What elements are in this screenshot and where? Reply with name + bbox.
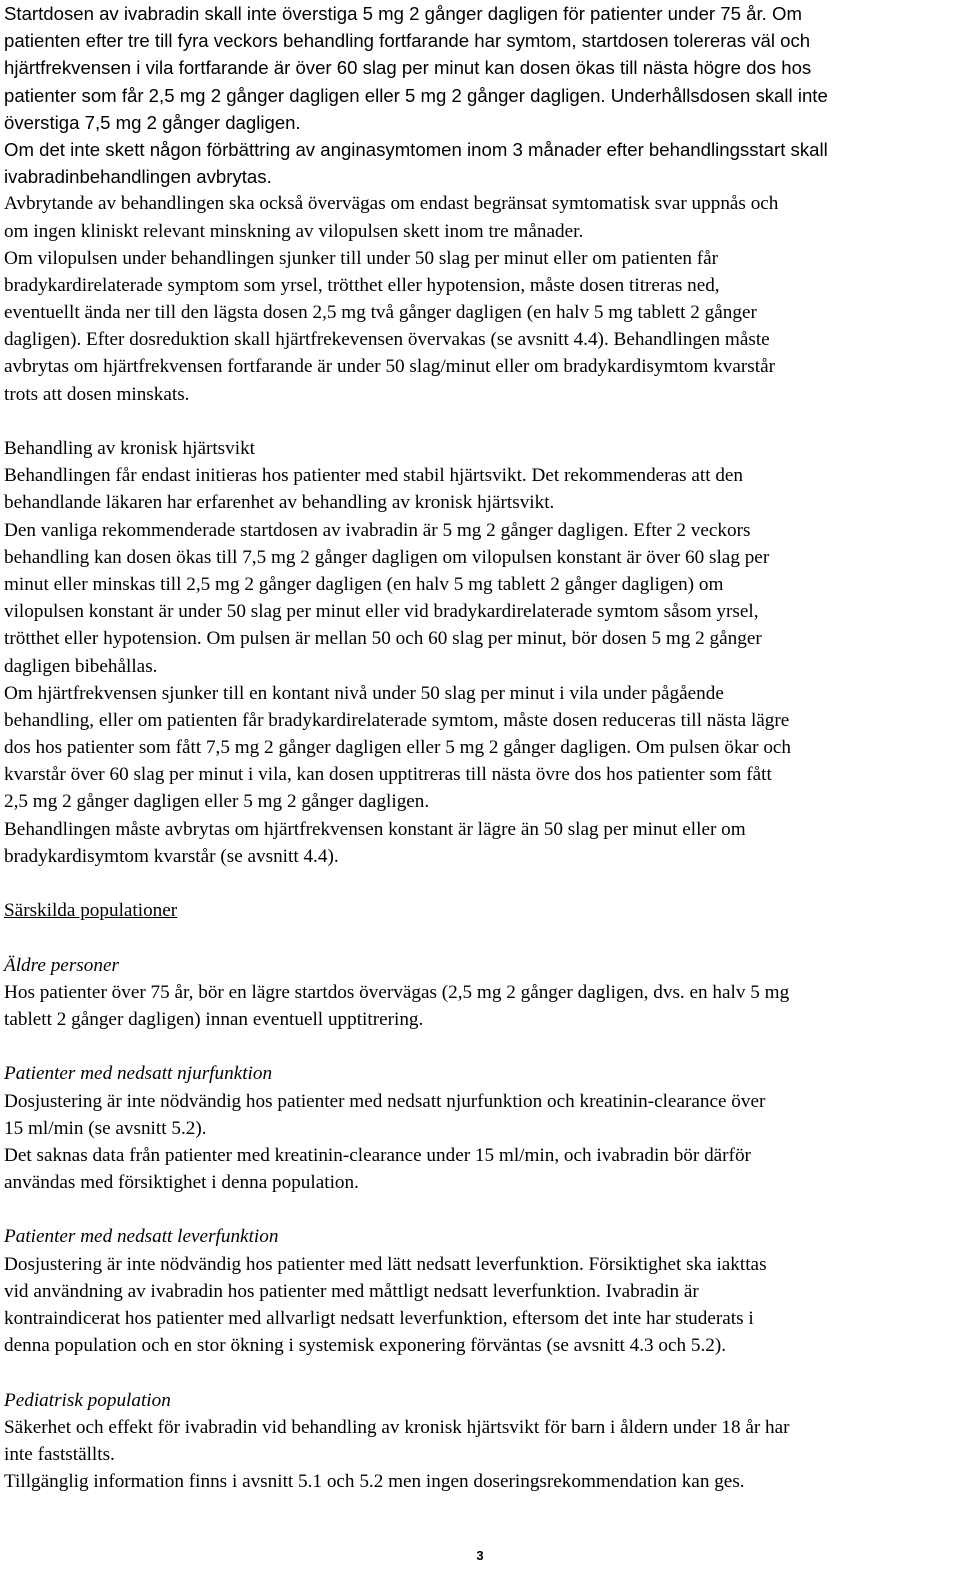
text-line: trots att dosen minskats. — [4, 383, 190, 405]
spacer — [4, 1033, 956, 1060]
spacer — [4, 1359, 956, 1386]
text-line: patienten efter tre till fyra veckors behandling fortfarande har symtom, startdosen tolereras väl och — [4, 30, 811, 52]
text-line: Behandlingen måste avbrytas om hjärtfrekvensen konstant är lägre än 50 slag per minut eller om — [4, 818, 746, 840]
text-line: denna population och en stor ökning i systemisk exponering förväntas (se avsnitt 4.3 och 5.2). — [4, 1335, 727, 1357]
subsection-heading: Patienter med nedsatt njurfunktion — [4, 1063, 273, 1085]
dosing-intro-paragraph — [4, 0, 956, 190]
text-line: trötthet eller hypotension. Om pulsen är mellan 50 och 60 slag per minut, bör dosen 5 mg 2 gånger — [4, 628, 762, 650]
page-number: 3 — [476, 1548, 484, 1563]
text-line: dagligen bibehållas. — [4, 655, 158, 677]
special-populations-section — [4, 897, 956, 1495]
text-line: vilopulsen konstant är under 50 slag per minut eller vid bradykardirelaterade symtom såsom yrsel, — [4, 601, 759, 623]
text-line: Tillgänglig information finns i avsnitt 5.1 och 5.2 men ingen doseringsrekommendation kan ges. — [4, 1471, 745, 1493]
elderly-subsection — [4, 952, 956, 1034]
special-populations-heading: Särskilda populationer — [4, 900, 178, 922]
text-line: Behandlingen får endast initieras hos patienter med stabil hjärtsvikt. Det rekommenderas att den — [4, 465, 744, 487]
renal-subsection — [4, 1060, 956, 1196]
text-line: 2,5 mg 2 gånger dagligen eller 5 mg 2 gånger dagligen. — [4, 791, 430, 813]
pediatric-subsection — [4, 1387, 956, 1496]
text-line: Den vanliga rekommenderade startdosen av ivabradin är 5 mg 2 gånger dagligen. Efter 2 veckors — [4, 519, 751, 541]
dosing-discontinuation-paragraph — [4, 190, 956, 408]
text-line: Om det inte skett någon förbättring av anginasymtomen inom 3 månader efter behandlingsstart skall — [4, 138, 828, 160]
text-line: behandling kan dosen ökas till 7,5 mg 2 gånger dagligen om vilopulsen konstant är över 60 slag per — [4, 546, 770, 568]
text-line: användas med försiktighet i denna population. — [4, 1172, 359, 1194]
text-line: kontraindicerat hos patienter med allvarligt nedsatt leverfunktion, eftersom det inte har studerats i — [4, 1308, 754, 1329]
text-line: Avbrytande av behandlingen ska också övervägas om endast begränsat symtomatisk svar uppnås och — [4, 193, 779, 215]
text-line: vid användning av ivabradin hos patienter med måttligt nedsatt leverfunktion. Ivabradin är — [4, 1280, 699, 1302]
text-line: behandling, eller om patienten får bradykardirelaterade symtom, måste dosen reduceras till nästa lägre — [4, 709, 790, 731]
text-line: inte fastställts. — [4, 1443, 115, 1465]
text-line: Dosjustering är inte nödvändig hos patienter med nedsatt njurfunktion och kreatinin-clearance över — [4, 1090, 766, 1112]
text-line: eventuellt ända ner till den lägsta dosen 2,5 mg två gånger dagligen (en halv 5 mg tablett 2 gånger — [4, 302, 757, 324]
text-line: 15 ml/min (se avsnitt 5.2). — [4, 1117, 207, 1139]
text-line: avbrytas om hjärtfrekvensen fortfarande är under 50 slag/minut eller om bradykardisymtom kvarstår — [4, 356, 775, 378]
text-line: Dosjustering är inte nödvändig hos patienter med lätt nedsatt leverfunktion. Försiktighet ska iakttas — [4, 1253, 767, 1275]
spacer — [4, 1196, 956, 1223]
subsection-heading: Patienter med nedsatt leverfunktion — [4, 1226, 279, 1248]
section-heading: Behandling av kronisk hjärtsvikt — [4, 438, 256, 459]
spacer — [4, 408, 956, 435]
text-line: om ingen kliniskt relevant minskning av vilopulsen skett inom tre månader. — [4, 220, 584, 242]
text-line: dagligen). Efter dosreduktion skall hjärtfrekevensen övervakas (se avsnitt 4.4). Behandlingen måste — [4, 329, 770, 351]
text-line: Hos patienter över 75 år, bör en lägre startdos övervägas (2,5 mg 2 gånger dagligen, dvs. en halv 5 mg — [4, 981, 790, 1003]
text-line: patienter som får 2,5 mg 2 gånger dagligen eller 5 mg 2 gånger dagligen. Underhållsdosen skall inte — [4, 84, 828, 106]
text-line: Det saknas data från patienter med kreatinin-clearance under 15 ml/min, och ivabradin bör därför — [4, 1144, 751, 1166]
text-line: minut eller minskas till 2,5 mg 2 gånger dagligen (en halv 5 mg tablett 2 gånger dagligen) om — [4, 573, 724, 595]
subsection-heading: Pediatrisk population — [4, 1389, 171, 1411]
document-page — [4, 0, 956, 1495]
text-line: bradykardirelaterade symptom som yrsel, trötthet eller hypotension, måste dosen titreras ned, — [4, 274, 720, 296]
hepatic-subsection — [4, 1223, 956, 1359]
text-line: dos hos patienter som fått 7,5 mg 2 gånger dagligen eller 5 mg 2 gånger dagligen. Om pulsen ökar och — [4, 737, 792, 759]
text-line: kvarstår över 60 slag per minut i vila, kan dosen upptitreras till nästa övre dos hos patienter som fått — [4, 764, 772, 786]
text-line: behandlande läkaren har erfarenhet av behandling av kronisk hjärtsvikt. — [4, 492, 555, 514]
text-line: hjärtfrekvensen i vila fortfarande är över 60 slag per minut kan dosen ökas till nästa högre dos hos — [4, 57, 812, 79]
text-line: Startdosen av ivabradin skall inte överstiga 5 mg 2 gånger dagligen för patienter under 75 år. Om — [4, 3, 802, 24]
text-line: överstiga 7,5 mg 2 gånger dagligen. — [4, 111, 301, 133]
text-line: tablett 2 gånger dagligen) innan eventuell upptitrering. — [4, 1008, 424, 1030]
text-line: Om vilopulsen under behandlingen sjunker till under 50 slag per minut eller om patienten får — [4, 247, 719, 269]
spacer — [4, 924, 956, 951]
text-line: Om hjärtfrekvensen sjunker till en kontant nivå under 50 slag per minut i vila under pågående — [4, 682, 724, 704]
text-line: bradykardisymtom kvarstår (se avsnitt 4.4). — [4, 845, 339, 867]
subsection-heading: Äldre personer — [4, 954, 119, 976]
text-line: Säkerhet och effekt för ivabradin vid behandling av kronisk hjärtsvikt för barn i åldern under 18 år har — [4, 1416, 790, 1438]
spacer — [4, 870, 956, 897]
heart-failure-section — [4, 435, 956, 870]
text-line: ivabradinbehandlingen avbrytas. — [4, 166, 272, 188]
